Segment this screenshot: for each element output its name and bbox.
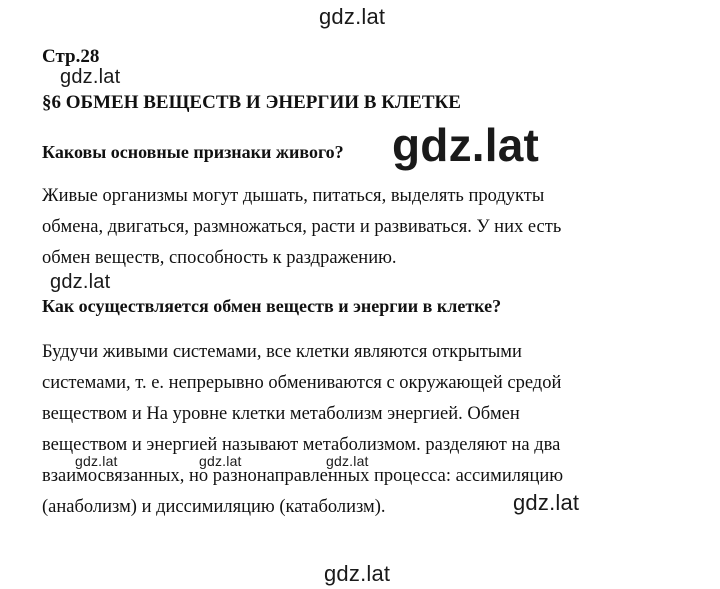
- watermark-small-3: gdz.lat: [326, 453, 369, 469]
- question-heading-1: Каковы основные признаки живого?: [42, 142, 344, 162]
- watermark-left-upper: gdz.lat: [60, 66, 121, 88]
- answer-line: обмена, двигаться, размножаться, расти и развиваться. У них есть: [42, 217, 562, 237]
- watermark-bottom: gdz.lat: [324, 561, 391, 586]
- answer-line: обмен веществ, способность к раздражению.: [42, 248, 397, 268]
- answer-line: Живые организмы могут дышать, питаться, выделять продукты: [42, 186, 545, 206]
- answer-paragraph-1: [42, 181, 682, 274]
- watermark-small-2: gdz.lat: [199, 453, 242, 469]
- page-number: Стр.28: [42, 46, 100, 67]
- watermark-top: gdz.lat: [319, 4, 386, 29]
- answer-line: взаимосвязанных, но разнонаправленных процесса: ассимиляцию: [42, 466, 564, 486]
- watermark-right: gdz.lat: [513, 490, 580, 515]
- section-title: §6 ОБМЕН ВЕЩЕСТВ И ЭНЕРГИИ В КЛЕТКЕ: [42, 92, 461, 113]
- answer-paragraph-2: [42, 337, 682, 523]
- answer-line: (анаболизм) и диссимиляцию (катаболизм).: [42, 497, 386, 517]
- answer-line: Будучи живыми системами, все клетки являются открытыми: [42, 342, 522, 362]
- watermark-large: gdz.lat: [392, 119, 540, 171]
- watermark-left-lower: gdz.lat: [50, 271, 111, 293]
- watermark-small-1: gdz.lat: [75, 453, 118, 469]
- question-heading-2: Как осуществляется обмен веществ и энергии в клетке?: [42, 296, 502, 316]
- answer-line: системами, т. е. непрерывно обмениваются с окружающей средой: [42, 373, 562, 393]
- answer-line: веществом и На уровне клетки метаболизм энергией. Обмен: [42, 404, 520, 424]
- answer-line: веществом и энергией называют метаболизмом. разделяют на два: [42, 435, 561, 455]
